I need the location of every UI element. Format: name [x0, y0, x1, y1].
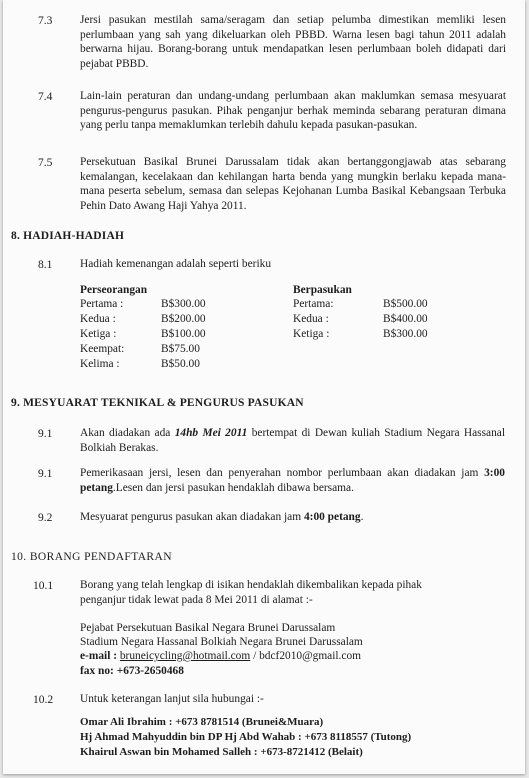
contact-3: Khairul Aswan bin Mohamed Salleh : +673-8721412 (Belait) — [80, 746, 363, 758]
item-7-4-text: Lain-lain peraturan dan undang-undang perlumbaan akan maklumkan semasa mesyuarat pengurus-pengurus pasukan. Pihak penganjur berhak meminda sebarang peraturan dimana yang perlu tanpa memaklumkan terlebih dahulu kepada pasukan-pasukan. — [80, 90, 506, 132]
individual-label-2: Kedua : — [80, 313, 116, 325]
item-number-9-2: 9.2 — [38, 512, 53, 524]
section-10-heading: 10. BORANG PENDAFTARAN — [11, 551, 172, 563]
email-line: e-mail : bruneicycling@hotmail.com / bdcf2010@gmail.com — [80, 650, 362, 662]
team-label-3: Ketiga : — [293, 328, 330, 340]
individual-label-3: Ketiga : — [80, 328, 117, 340]
item-9-1b-text: Pemerikasaan jersi, lesen dan penyerahan nombor perlumbaan akan diadakan jam 3:00 petang.Lesen dan jersi pasukan hendaklah dibawa bersama. — [80, 467, 505, 494]
individual-value-1: B$300.00 — [161, 298, 206, 310]
meeting-date: 14hb Mei 2011 — [174, 427, 248, 439]
section-9-heading: 9. MESYUARAT TEKNIKAL & PENGURUS PASUKAN — [11, 397, 304, 409]
team-label-2: Kedua : — [293, 313, 329, 325]
team-value-1: B$500.00 — [383, 298, 428, 310]
item-number-10-1: 10.1 — [33, 580, 54, 592]
item-9-1a-text: Akan diadakan ada 14hb Mei 2011 bertempat di Dewan kuliah Stadium Negara Hassanal Bolkiah Berakas. — [80, 427, 505, 454]
document-page — [3, 0, 525, 774]
address-line-1: Pejabat Persekutuan Basikal Negara Brunei Darussalam — [80, 622, 336, 634]
individual-label-4: Keempat: — [80, 343, 125, 355]
email-2: bdcf2010@gmail.com — [259, 650, 362, 662]
individual-label-5: Kelima : — [80, 358, 120, 370]
individual-value-4: B$75.00 — [161, 343, 200, 355]
item-7-3-text: Jersi pasukan mestilah sama/seragam dan setiap pelumba dimestikan memliki lesen perlumbaan yang sah yang dikeluarkan oleh PBBD. Warna lesen bagi tahun 2011 adalah berwarna hijau. Borang-borang untuk mendapatkan lesen perlumbaan boleh didapati dari pejabat PBBD. — [80, 14, 506, 70]
item-8-1-text: Hadiah kemenangan adalah seperti beriku — [80, 258, 272, 270]
inspection-time: 3:00 petang — [80, 467, 505, 494]
item-10-1-line1: Borang yang telah lengkap di isikan hendaklah dikembalikan kepada pihak — [80, 579, 422, 591]
fax-line: fax no: +673-2650468 — [80, 665, 184, 677]
email-link-1[interactable]: bruneicycling@hotmail.com — [119, 650, 251, 662]
team-value-3: B$300.00 — [383, 328, 428, 340]
item-number-8-1: 8.1 — [38, 259, 53, 271]
item-number-10-2: 10.2 — [33, 694, 54, 706]
item-number-7-4: 7.4 — [38, 91, 53, 103]
contact-1: Omar Ali Ibrahim : +673 8781514 (Brunei&Muara) — [80, 716, 324, 728]
address-line-2: Stadium Negara Hassanal Bolkiah Negara Brunei Darussalam — [80, 636, 363, 648]
item-number-7-5: 7.5 — [38, 157, 53, 169]
individual-prize-title: Perseorangan — [80, 284, 148, 296]
item-9-2-text: Mesyuarat pengurus pasukan akan diadakan jam 4:00 petang. — [80, 511, 364, 523]
item-10-2-text: Untuk keterangan lanjut sila hubungai :- — [80, 693, 264, 705]
item-number-7-3: 7.3 — [38, 15, 53, 27]
individual-value-5: B$50.00 — [161, 358, 200, 370]
team-value-2: B$400.00 — [383, 313, 428, 325]
team-label-1: Pertama: — [293, 298, 334, 310]
individual-label-1: Pertama : — [80, 298, 124, 310]
individual-value-3: B$100.00 — [161, 328, 206, 340]
individual-value-2: B$200.00 — [161, 313, 206, 325]
contact-2: Hj Ahmad Mahyuddin bin DP Hj Abd Wahab : +673 8118557 (Tutong) — [80, 731, 412, 743]
item-number-9-1b: 9.1 — [38, 468, 53, 480]
manager-meeting-time: 4:00 petang — [303, 511, 361, 523]
section-8-heading: 8. HADIAH-HADIAH — [11, 230, 125, 242]
team-prize-title: Berpasukan — [293, 284, 352, 296]
item-7-5-text: Persekutuan Basikal Brunei Darussalam tidak akan bertanggongjawab atas sebarang kemalangan, kecelakaan dan kehilangan harta benda yang mungkin berlaku kepada mana-mana peserta sebelum, semasa dan selepas Kejohanan Lumba Basikal Kebangsaan Terbuka Pehin Dato Awang Haji Yahya 2011. — [80, 156, 506, 212]
item-number-9-1a: 9.1 — [38, 428, 53, 440]
item-10-1-line2: penganjur tidak lewat pada 8 Mei 2011 di alamat :- — [80, 594, 313, 606]
